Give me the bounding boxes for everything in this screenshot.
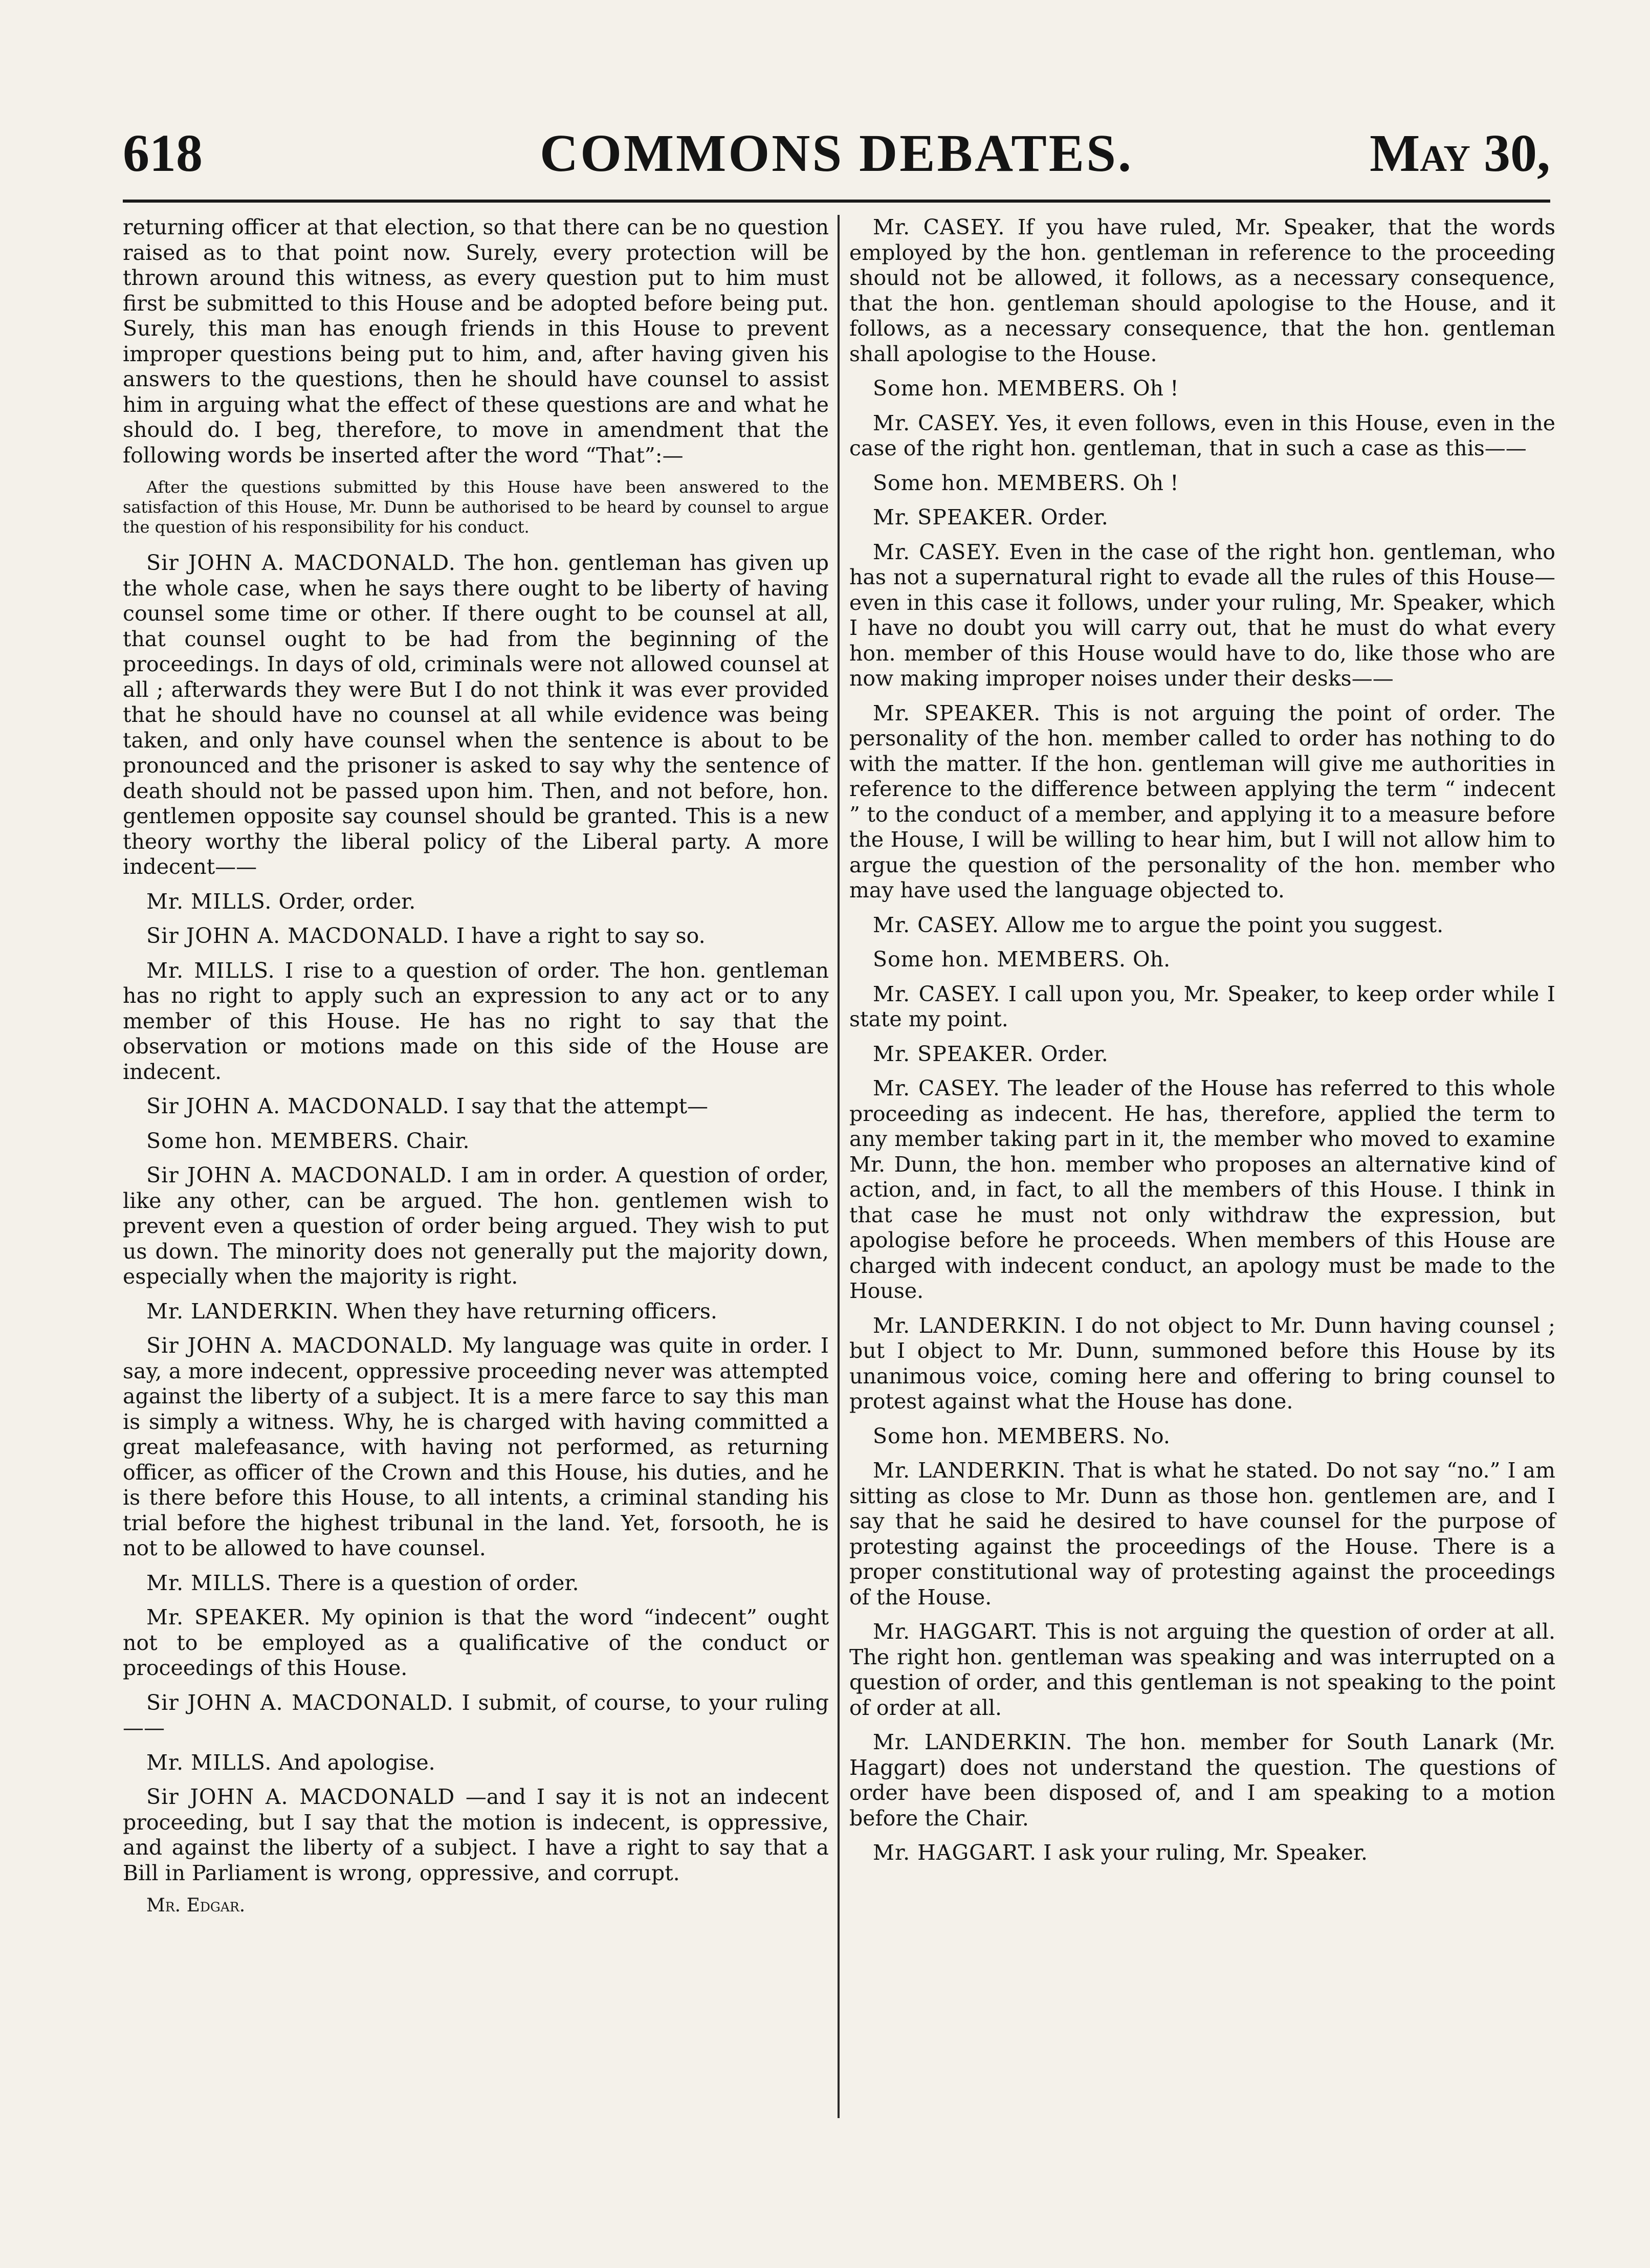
paragraph xyxy=(849,471,1555,496)
speaker-name: Sir JOHN A. MACDONALD. xyxy=(146,1690,454,1715)
header-rule xyxy=(123,200,1550,203)
speech-text: Oh ! xyxy=(1133,376,1179,401)
speaker-name: Mr. MILLS. xyxy=(146,889,272,914)
speaker-name: Mr. HAGGART. xyxy=(873,1840,1037,1865)
speech-text: There is a question of order. xyxy=(278,1570,579,1595)
speaker-name: Mr. MILLS. xyxy=(146,958,275,983)
speech-text: If you have ruled, Mr. Speaker, that the words employed by the hon. gentleman in reference to the proceeding should not be allowed, it follows, as a necessary consequence, that the hon. gentleman should apologise to the House, and it follows, as a necessary consequence, that the hon. gentleman shall apologise to the House. xyxy=(849,215,1555,366)
speech-text: I have a right to say so. xyxy=(456,923,706,948)
paragraph xyxy=(123,1129,829,1154)
speaker-name: Mr. MILLS. xyxy=(146,1750,272,1775)
speaker-name: Mr. SPEAKER. xyxy=(873,1041,1034,1066)
speaker-name: Sir JOHN A. MACDONALD. xyxy=(146,1333,454,1358)
speaker-name: Some hon. MEMBERS. xyxy=(873,376,1126,401)
speech-text: returning officer at that election, so that there can be no question raised as to that point now. Surely, every protection will be thrown around this witness, as every question put to him must first be submitted to this House and be adopted before being put. Surely, this man has enough friends in this House to prevent improper questions being put to him, and, after having given his answers to the questions, then he should have counsel to assist him in arguing what the effect of these questions are and what he should do. I beg, therefore, to move in amendment that the following words be inserted after the word “That”:— xyxy=(123,215,829,468)
paragraph xyxy=(123,1750,829,1776)
speech-text: Order. xyxy=(1040,505,1108,530)
speech-text: This is not arguing the question of order at all. The right hon. gentleman was speaking and was interrupted on a question of order, and this gentleman is not speaking to the point of order at all. xyxy=(849,1619,1556,1720)
speaker-name: Sir JOHN A. MACDONALD. xyxy=(146,1163,453,1187)
speaker-name: Sir JOHN A. MACDONALD. xyxy=(146,923,450,948)
paragraph xyxy=(123,958,829,1085)
speaker-name: Mr. LANDERKIN. xyxy=(873,1730,1073,1754)
speech-text: When they have returning officers. xyxy=(345,1298,717,1324)
column-footer: Mr. Edgar. xyxy=(146,1895,246,1916)
paragraph xyxy=(123,1785,829,1886)
paragraph xyxy=(123,1605,829,1681)
speech-text: Order, order. xyxy=(278,889,416,914)
speech-text: My language was quite in order. I say, a more indecent, oppressive proceeding never was attempted against the liberty of a subject. It is a mere farce to say this man is simply a witness. Why, he is charged with having committed a great malefeasance, with having not performed, as returning officer, as officer of the Crown and this House, his duties, and he is there before this House, to all intents, a criminal standing his trial before the highest tribunal in the land. Yet, forsooth, he is not to be allowed to have counsel. xyxy=(123,1333,829,1560)
page-title: COMMONS DEBATES. xyxy=(540,124,1133,183)
speech-text: I say that the attempt— xyxy=(456,1094,709,1118)
paragraph xyxy=(849,1730,1555,1831)
page-header xyxy=(123,115,1550,192)
speech-text: Oh ! xyxy=(1133,470,1179,495)
speech-text: I call upon you, Mr. Speaker, to keep order while I state my point. xyxy=(849,981,1555,1031)
page-date: May 30, xyxy=(1370,124,1550,183)
speaker-name: Mr. CASEY. xyxy=(873,981,1001,1006)
speaker-name: Sir JOHN A. MACDONALD. xyxy=(146,551,456,575)
speech-text: Chair. xyxy=(406,1128,470,1153)
speech-text: The hon. gentleman has given up the whole case, when he says there ought to be liberty of having counsel some time or other. If there ought to be counsel at all, that counsel ought to be had from the beginning of the proceedings. In days of old, criminals were not allowed counsel at all ; afterwards they were But I do not think it was ever provided that he should have no counsel at all while evidence was being taken, and only have counsel when the sentence is about to be pronounced and the prisoner is asked to say why the sentence of death should not be passed upon him. Then, and not before, hon. gentlemen opposite say counsel should be granted. This is a new theory worthy the liberal policy of the Liberal party. A more indecent—— xyxy=(123,551,829,879)
paragraph xyxy=(849,215,1555,367)
speech-text: This is not arguing the point of order. The personality of the hon. member called to order has nothing to do with the matter. If the hon. gentleman will give me authorities in reference to the difference between applying the term “ indecent ” to the conduct of a member, and applying it to a measure before the House, I will be willing to hear him, but I will not allow him to argue the question of the personality of the hon. member who may have used the language objected to. xyxy=(849,700,1555,902)
left-column xyxy=(123,215,829,1917)
page-number: 618 xyxy=(123,124,203,183)
paragraph xyxy=(849,982,1555,1032)
speaker-name: Mr. SPEAKER. xyxy=(146,1605,311,1630)
paragraph xyxy=(123,477,829,537)
speaker-name: Some hon. MEMBERS. xyxy=(873,947,1126,972)
speaker-name: Mr. LANDERKIN. xyxy=(873,1458,1066,1483)
paragraph xyxy=(123,923,829,949)
speaker-name: Some hon. MEMBERS. xyxy=(146,1128,400,1153)
speaker-name: Some hon. MEMBERS. xyxy=(873,1423,1126,1448)
speech-text: Allow me to argue the point you suggest. xyxy=(1006,912,1444,937)
speech-text: That is what he stated. Do not say “no.” I am sitting as close to Mr. Dunn as those hon. gentlemen are, and I say that he said he desired to have counsel for the purpose of protesting against the proceedings of the House. There is a proper constitutional way of protesting against the proceedings of the House. xyxy=(849,1458,1555,1610)
paragraph xyxy=(849,1619,1555,1721)
speaker-name: Mr. CASEY. xyxy=(873,539,1001,564)
paragraph xyxy=(849,913,1555,938)
speaker-name: Mr. HAGGART. xyxy=(873,1619,1038,1644)
speech-text: The hon. member for South Lanark (Mr. Haggart) does not understand the question. The questions of order have been disposed of, and I am speaking to a motion before the Chair. xyxy=(849,1730,1555,1831)
right-column xyxy=(849,215,1555,1875)
speaker-name: Sir JOHN A. MACDONALD. xyxy=(146,1094,450,1118)
paragraph xyxy=(123,551,829,880)
speech-text: I ask your ruling, Mr. Speaker. xyxy=(1043,1840,1368,1865)
speaker-name: Mr. CASEY. xyxy=(873,1076,1000,1100)
speech-text: Yes, it even follows, even in this House, even in the case of the right hon. gentleman, that in such a case as this—— xyxy=(849,410,1555,460)
paragraph xyxy=(849,505,1555,531)
column-divider xyxy=(838,215,840,2118)
paragraph xyxy=(123,1690,829,1741)
speaker-name: Mr. MILLS. xyxy=(146,1570,272,1595)
paragraph xyxy=(849,1313,1555,1415)
speaker-name: Mr. SPEAKER. xyxy=(873,700,1041,725)
speaker-name: Mr. CASEY. xyxy=(873,410,1000,435)
paragraph xyxy=(849,1076,1555,1304)
speech-text: Order. xyxy=(1040,1041,1108,1066)
paragraph xyxy=(849,947,1555,973)
speech-text: I am in order. A question of order, like any other, can be argued. The hon. gentlemen wish to prevent even a question of order being argued. They wish to put us down. The minority does not generally put the majority down, especially when the majority is right. xyxy=(123,1163,829,1289)
paragraph xyxy=(123,1299,829,1325)
speaker-name: Mr. SPEAKER. xyxy=(873,505,1034,530)
speech-text: No. xyxy=(1133,1423,1170,1448)
speaker-name: Some hon. MEMBERS. xyxy=(873,470,1126,495)
speaker-name: Mr. LANDERKIN. xyxy=(873,1313,1067,1338)
paragraph xyxy=(123,889,829,915)
speech-text: Oh. xyxy=(1133,947,1171,972)
speech-text: The leader of the House has referred to this whole proceeding as indecent. He has, therefore, applied the term to any member taking part in it, the member who moved to examine Mr. Dunn, the hon. member who proposes an alternative kind of action, and, in fact, to all the members of this House. I think in that case he must not only withdraw the expression, but apologise before he proceeds. When members of this House are charged with indecent conduct, an apology must be made to the House. xyxy=(849,1076,1555,1303)
paragraph xyxy=(123,1094,829,1119)
speech-text: My opinion is that the word “indecent” ought not to be employed as a qualificative of the conduct or proceedings of this House. xyxy=(123,1605,829,1680)
paragraph xyxy=(849,1458,1555,1610)
paragraph xyxy=(849,1042,1555,1067)
speaker-name: Mr. CASEY. xyxy=(873,912,999,937)
speech-text: I do not object to Mr. Dunn having counsel ; but I object to Mr. Dunn, summoned before this House by its unanimous voice, coming here and offering to bring counsel to protest against what the House has done. xyxy=(849,1313,1555,1414)
speech-text: Even in the case of the right hon. gentleman, who has not a supernatural right to evade all the rules of this House—even in this case it follows, under your ruling, Mr. Speaker, which I have no doubt you will carry out, that he must do what every hon. member of this House would have to do, like those who are now making improper noises under their desks—— xyxy=(849,539,1555,691)
paragraph xyxy=(123,1333,829,1561)
paragraph xyxy=(123,1571,829,1596)
paragraph xyxy=(123,1163,829,1290)
paragraph xyxy=(849,540,1555,692)
paragraph xyxy=(849,411,1555,461)
speech-text: After the questions submitted by this House have been answered to the satisfaction of this House, Mr. Dunn be authorised to be heard by counsel to argue the question of his responsibility for his conduct. xyxy=(123,477,829,537)
speaker-name: Sir JOHN A. MACDONALD xyxy=(146,1785,455,1809)
paragraph xyxy=(849,1840,1555,1866)
speech-text: I rise to a question of order. The hon. gentleman has no right to apply such an expression to any act or to any member of this House. He has no right to say that the observation or motions made on this side of the House are indecent. xyxy=(123,958,829,1084)
paragraph xyxy=(849,701,1555,904)
speech-text: —and I say it is not an indecent proceeding, but I say that the motion is indecent, is oppressive, and against the liberty of a subject. I have a right to say that a Bill in Parliament is wrong, oppressive, and corrupt. xyxy=(123,1785,829,1885)
speaker-name: Mr. CASEY. xyxy=(873,215,1005,239)
speech-text: And apologise. xyxy=(278,1750,435,1775)
speaker-name: Mr. LANDERKIN. xyxy=(146,1298,339,1324)
speech-text: I submit, of course, to your ruling—— xyxy=(123,1690,829,1740)
paragraph xyxy=(123,215,829,468)
paragraph xyxy=(849,1424,1555,1449)
paragraph xyxy=(849,376,1555,402)
